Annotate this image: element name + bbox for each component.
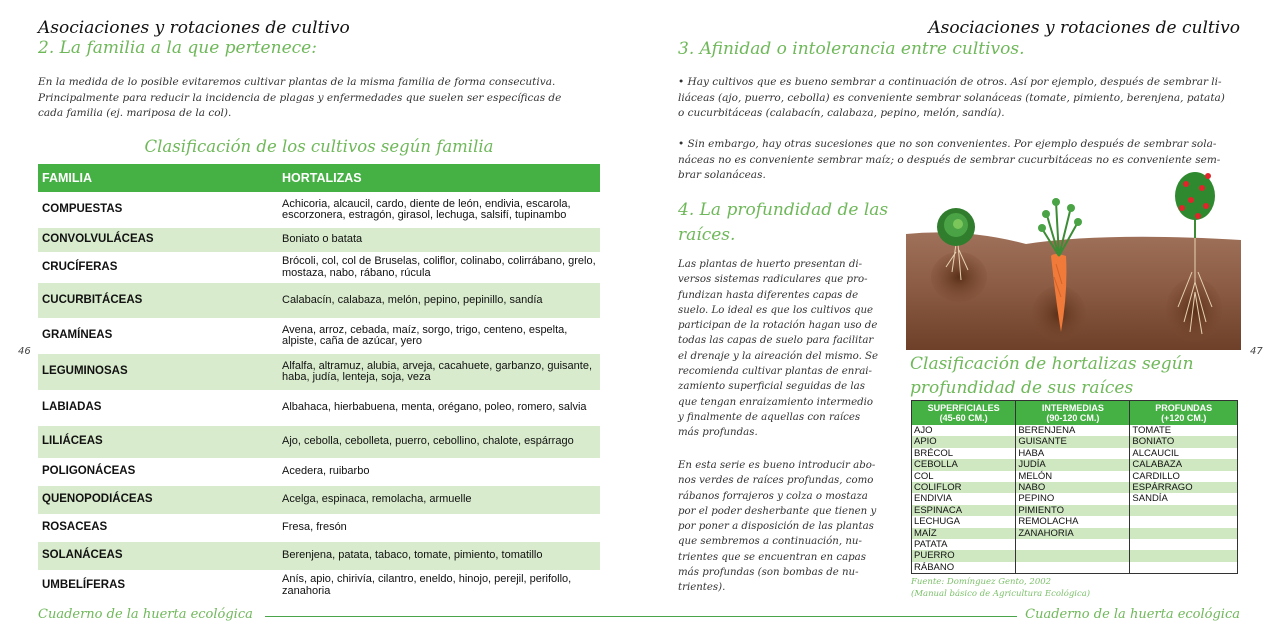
table-row xyxy=(912,562,1238,574)
cell: NABO xyxy=(1016,482,1130,493)
cell xyxy=(1130,505,1238,516)
text-line: suelo. Lo ideal es que los cultivos que xyxy=(678,304,874,316)
cell xyxy=(1016,550,1130,561)
section-4-paragraph-2 xyxy=(678,458,900,596)
text-line: versos sistemas radiculares que pro- xyxy=(678,274,868,286)
cell xyxy=(1016,562,1130,574)
source-line: (Manual básico de Agricultura Ecológica) xyxy=(911,589,1091,599)
table-row xyxy=(38,354,600,390)
text-line: • Sin embargo, hay otras sucesiones que no son convenientes. Por ejemplo después de sembrar sola- xyxy=(678,138,1217,150)
family-crops: Fresa, fresón xyxy=(278,514,600,542)
cell: CALABAZA xyxy=(1130,459,1238,470)
footer-divider-line xyxy=(265,616,1017,617)
title-line: raíces. xyxy=(678,225,736,245)
text-line: En esta serie es bueno introducir abo- xyxy=(678,460,876,471)
header-hortalizas: HORTALIZAS xyxy=(278,164,600,192)
text-line: brar solanáceas. xyxy=(678,169,766,181)
family-name: GRAMÍNEAS xyxy=(38,318,278,354)
family-crops: Acedera, ruibarbo xyxy=(278,458,600,486)
section-3-paragraph-1 xyxy=(678,75,1248,122)
text-line: Las plantas de huerto presentan di- xyxy=(678,259,863,270)
text-line: trientes que se encuentran en capas xyxy=(678,551,866,563)
cell: MELÓN xyxy=(1016,471,1130,482)
text-line: fundizan hasta diferentes capas de xyxy=(678,289,859,301)
depth-table-title xyxy=(910,352,1240,400)
family-name: CRUCÍFERAS xyxy=(38,252,278,283)
root-depth-illustration xyxy=(906,172,1241,350)
cell: COL xyxy=(912,471,1016,482)
table-row xyxy=(912,505,1238,516)
text-line: rábanos forrajeros y colza o mostaza xyxy=(678,490,868,502)
title-line: profundidad de sus raíces xyxy=(910,378,1134,398)
text-line: más profundas (son bombas de nu- xyxy=(678,567,859,579)
title-line: 4. La profundidad de las xyxy=(678,200,889,220)
text-line: todas las capas de suelo para facilitar xyxy=(678,335,874,347)
table-row xyxy=(38,228,600,252)
text-line: y finalmente de aquellas con raíces xyxy=(678,411,861,423)
cell: ZANAHORIA xyxy=(1016,528,1130,539)
cell: HABA xyxy=(1016,448,1130,459)
family-crops: Boniato o batata xyxy=(278,228,600,252)
cell xyxy=(1016,539,1130,550)
family-name: SOLANÁCEAS xyxy=(38,542,278,570)
text-line: el drenaje y la aireación del mismo. Se xyxy=(678,350,879,362)
table-row xyxy=(38,570,600,601)
header-superficiales: SUPERFICIALES (45-60 CM.) xyxy=(912,401,1016,426)
text-line: náceas no es conveniente sembrar maíz; o después de sembrar cucurbitáceas no es conveniente sem- xyxy=(678,153,1221,166)
page-number-right: 47 xyxy=(1250,346,1263,357)
cell: CARDILLO xyxy=(1130,471,1238,482)
family-crops: Ajo, cebolla, cebolleta, puerro, cebollino, chalote, espárrago xyxy=(278,426,600,458)
family-table-title: Clasificación de los cultivos según familia xyxy=(144,137,494,156)
cell: PUERRO xyxy=(912,550,1016,561)
family-crops: Albahaca, hierbabuena, menta, orégano, poleo, romero, salvia xyxy=(278,390,600,426)
cell xyxy=(1130,539,1238,550)
text-line: por poner a disposición de las plantas xyxy=(678,521,874,533)
cell: COLIFLOR xyxy=(912,482,1016,493)
family-crops: Achicoria, alcaucil, cardo, diente de león, endivia, escarola, escorzonera, estragón, girasol, lechuga, salsifí, tupinambo xyxy=(278,192,600,228)
cell: ALCAUCIL xyxy=(1130,448,1238,459)
depth-table-header xyxy=(912,401,1238,426)
depth-table xyxy=(911,400,1238,574)
cell xyxy=(1130,516,1238,527)
table-row xyxy=(38,542,600,570)
cell: ENDIVIA xyxy=(912,493,1016,504)
text-line: nos verdes de raíces profundas, como xyxy=(678,475,874,487)
family-crops: Calabacín, calabaza, melón, pepino, pepinillo, sandía xyxy=(278,283,600,318)
intro-line: cada familia (ej. mariposa de la col). xyxy=(38,107,232,119)
family-table xyxy=(38,164,600,601)
text-line: trientes). xyxy=(678,582,726,594)
title-line: Clasificación de hortalizas según xyxy=(910,354,1194,374)
source-citation xyxy=(911,576,1090,600)
cell: GUISANTE xyxy=(1016,436,1130,447)
family-name: LEGUMINOSAS xyxy=(38,354,278,390)
family-name: COMPUESTAS xyxy=(38,192,278,228)
family-crops: Avena, arroz, cebada, maíz, sorgo, trigo, centeno, espelta, alpiste, caña de azúcar, yero xyxy=(278,318,600,354)
section-4-paragraph-1 xyxy=(678,257,900,441)
text-line: o cucurbitáceas (calabacín, calabaza, pepino, melón, sandía). xyxy=(678,107,1005,119)
text-line: más profundas. xyxy=(678,427,758,439)
family-name: LABIADAS xyxy=(38,390,278,426)
table-row xyxy=(912,528,1238,539)
text-line: liáceas (ajo, puerro, cebolla) es conveniente sembrar solanáceas (tomate, pimiento, berenjena, patata) xyxy=(678,91,1225,104)
family-name: QUENOPODIÁCEAS xyxy=(38,486,278,514)
table-row xyxy=(38,318,600,354)
table-row xyxy=(912,448,1238,459)
table-row xyxy=(38,252,600,283)
table-row xyxy=(38,390,600,426)
cell: TOMATE xyxy=(1130,425,1238,436)
cell: MAÍZ xyxy=(912,528,1016,539)
cell: PIMIENTO xyxy=(1016,505,1130,516)
section-3-title: 3. Afinidad o intolerancia entre cultivos. xyxy=(678,39,1025,59)
family-name: LILIÁCEAS xyxy=(38,426,278,458)
family-crops: Alfalfa, altramuz, alubia, arveja, cacahuete, garbanzo, guisante, haba, judía, lenteja, soja, veza xyxy=(278,354,600,390)
table-row xyxy=(912,471,1238,482)
text-line: que sembremos a continuación, nu- xyxy=(678,536,862,548)
source-line: Fuente: Domínguez Gento, 2002 xyxy=(911,577,1052,587)
cell xyxy=(1130,550,1238,561)
intro-line: Principalmente para reducir la incidencia de plagas y enfermedades que suelen ser específicas de xyxy=(38,91,562,104)
header-familia: FAMILIA xyxy=(38,164,278,192)
family-crops: Acelga, espinaca, remolacha, armuelle xyxy=(278,486,600,514)
text-line: zamiento superficial seguidas de las xyxy=(678,381,865,393)
table-row xyxy=(912,539,1238,550)
table-row xyxy=(912,550,1238,561)
family-name: CONVOLVULÁCEAS xyxy=(38,228,278,252)
cell: BERENJENA xyxy=(1016,425,1130,436)
table-row xyxy=(38,283,600,318)
section-2-intro xyxy=(38,75,608,122)
cell: LECHUGA xyxy=(912,516,1016,527)
cell: SANDÍA xyxy=(1130,493,1238,504)
cell: ESPINACA xyxy=(912,505,1016,516)
table-row xyxy=(912,436,1238,447)
section-2-title: 2. La familia a la que pertenece: xyxy=(38,38,317,58)
table-row xyxy=(912,459,1238,470)
table-row xyxy=(912,516,1238,527)
table-row xyxy=(38,514,600,542)
table-row xyxy=(38,486,600,514)
header-intermedias: INTERMEDIAS (90-120 CM.) xyxy=(1016,401,1130,426)
family-crops: Anís, apio, chirivía, cilantro, eneldo, hinojo, perejil, perifollo, zanahoria xyxy=(278,570,600,601)
table-row xyxy=(912,425,1238,436)
header-profundas: PROFUNDAS (+120 CM.) xyxy=(1130,401,1238,426)
cell: REMOLACHA xyxy=(1016,516,1130,527)
text-line: que tengan enraizamiento intermedio xyxy=(678,396,874,408)
table-row xyxy=(912,482,1238,493)
family-name: POLIGONÁCEAS xyxy=(38,458,278,486)
right-footer-text: Cuaderno de la huerta ecológica xyxy=(1025,607,1240,622)
family-name: UMBELÍFERAS xyxy=(38,570,278,601)
family-name: CUCURBITÁCEAS xyxy=(38,283,278,318)
intro-line: En la medida de lo posible evitaremos cultivar plantas de la misma familia de forma consecutiva. xyxy=(38,76,556,88)
section-4-title xyxy=(678,198,888,248)
cell: BRÉCOL xyxy=(912,448,1016,459)
left-page-header: Asociaciones y rotaciones de cultivo xyxy=(38,18,350,38)
family-crops: Brócoli, col, col de Bruselas, coliflor, colinabo, colirrábano, grelo, mostaza, nabo, rábano, rúcula xyxy=(278,252,600,283)
text-line: recomienda cultivar plantas de enrai- xyxy=(678,366,872,378)
cell: PATATA xyxy=(912,539,1016,550)
cell: ESPÁRRAGO xyxy=(1130,482,1238,493)
cell: APIO xyxy=(912,436,1016,447)
cell xyxy=(1130,528,1238,539)
left-footer-text: Cuaderno de la huerta ecológica xyxy=(38,607,253,622)
right-page-header: Asociaciones y rotaciones de cultivo xyxy=(928,18,1240,38)
cell: JUDÍA xyxy=(1016,459,1130,470)
table-row xyxy=(912,493,1238,504)
cell xyxy=(1130,562,1238,574)
table-row xyxy=(38,192,600,228)
table-row xyxy=(38,458,600,486)
family-name: ROSACEAS xyxy=(38,514,278,542)
cell: RÁBANO xyxy=(912,562,1016,574)
family-table-header xyxy=(38,164,600,192)
cell: BONIATO xyxy=(1130,436,1238,447)
text-line: participan de la rotación hagan uso de xyxy=(678,320,878,332)
table-row xyxy=(38,426,600,458)
cell: CEBOLLA xyxy=(912,459,1016,470)
cell: AJO xyxy=(912,425,1016,436)
cell: PEPINO xyxy=(1016,493,1130,504)
page-number-left: 46 xyxy=(18,346,31,357)
text-line: • Hay cultivos que es bueno sembrar a continuación de otros. Así por ejemplo, después de sembrar li- xyxy=(678,76,1222,88)
text-line: por el poder desherbante que tienen y xyxy=(678,505,877,517)
family-crops: Berenjena, patata, tabaco, tomate, pimiento, tomatillo xyxy=(278,542,600,570)
